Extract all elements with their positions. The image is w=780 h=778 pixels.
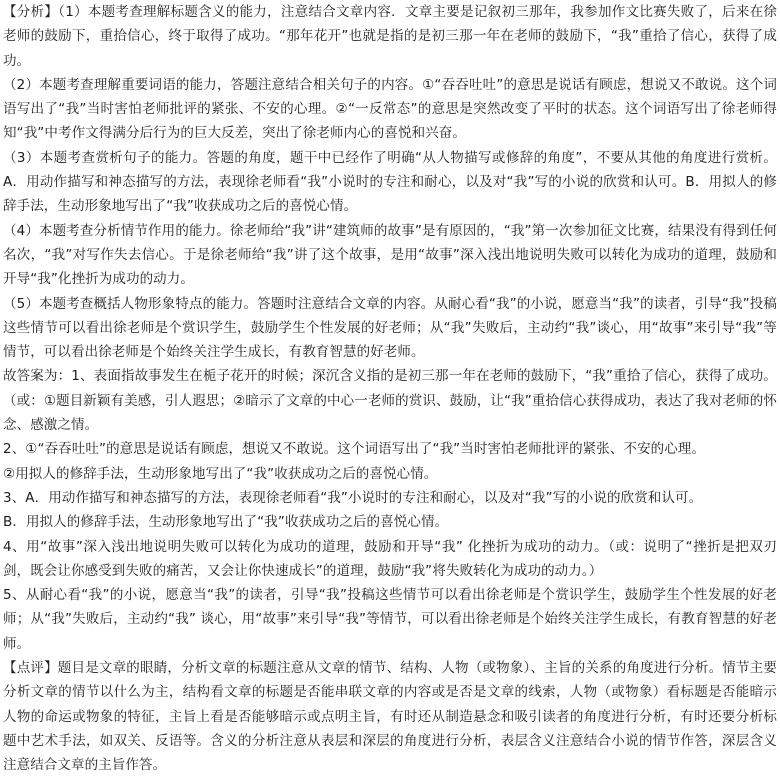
analysis-tag: 【分析】 xyxy=(3,4,59,20)
answer-3a: 3、A．用动作描写和神态描写的方法，表现徐老师看“我”小说时的专注和耐心，以及对“我”写的小说的欣赏和认可。 xyxy=(3,489,703,506)
comment-tag: 【点评】 xyxy=(3,660,58,677)
answer-1: 故答案为：1、表面指故事发生在栀子花开的时候；深沉含义指的是初三那一年在老师的鼓励下，“我”重拾了信心，获得了成功。（或：①题目新颖有美感，引人遐思；②暗示了文章的中心一老师的赏识、鼓励，让“我”重拾信心获得成功，表达了我对老师的怀念、感激之情。 xyxy=(3,368,777,434)
comment-text: 题目是文章的眼睛，分析文章的标题注意从文章的情节、结构、人物（或物象）、主旨的关系的角度进行分析。情节主要分析文章的情节以什么为主，结构看文章的标题是否能串联文章的内容或是否是文章的线索，人物（或物象）看标题是否能暗示人物的命运或物象的特征，主旨上看是否能够暗示或点明主旨，有时还从制造悬念和吸引读者的角度进行分析，有时还要分析标题中艺术手法，如双关、反语等。含义的分析注意从表层和深层的角度进行分析，表层含义注意结合小说的情节作答，深层含义注意结合文章的主旨作答。 xyxy=(3,660,777,774)
answer-document xyxy=(3,0,777,778)
analysis-part-1 xyxy=(3,0,777,73)
answer-2b: ②用拟人的修辞手法，生动形象地写出了“我”收获成功之后的喜悦心情。 xyxy=(3,465,438,482)
answer-2a: 2、①“吞吞吐吐”的意思是说话有顾虑，想说又不敢说。这个词语写出了“我”当时害怕老师批评的紧张、不安的心理。 xyxy=(3,441,706,458)
analysis-point-3: （3）本题考查赏析句子的能力。答题的角度，题干中已经作了明确“从人物描写或修辞的角度”，不要从其他的角度进行赏析。A．用动作描写和神态描写的方法，表现徐老师看“我”小说时的专注和耐心，以及对“我”写的小说的欣赏和认可。B．用拟人的修辞手法，生动形象地写出了“我”收获成功之后的喜悦心情。 xyxy=(3,149,777,215)
analysis-point-5: （5）本题考查概括人物形象特点的能力。答题时注意结合文章的内容。从耐心看“我”的小说，愿意当“我”的读者，引导“我”投稿这些情节可以看出徐老师是个赏识学生，鼓励学生个性发展的好老师；从“我”失败后，主动约“我”谈心，用“故事”来引导“我”等情节，可以看出徐老师是个始终关注学生成长，有教育智慧的好老师。 xyxy=(3,295,777,361)
analysis-point-2: （2）本题考查理解重要词语的能力，答题注意结合相关句子的内容。①“吞吞吐吐”的意思是说话有顾虑，想说又不敢说。这个词语写出了“我”当时害怕老师批评的紧张、不安的心理。②“一反常态”的意思是突然改变了平时的状态。这个词语写出了徐老师得知“我”中考作文得满分后行为的巨大反差，突出了徐老师内心的喜悦和兴奋。 xyxy=(3,76,777,142)
answer-4: 4、用“故事”深入浅出地说明失败可以转化为成功的道理，鼓励和开导“我” 化挫折为成功的动力。（或：说明了“挫折是把双刃剑，既会让你感受到失败的痛苦，又会让你快速成长”的道理，鼓励“我”将失败转化为成功的动力。） xyxy=(3,538,777,579)
answer-3b: B．用拟人的修辞手法，生动形象地写出了“我”收获成功之后的喜悦心情。 xyxy=(3,514,449,531)
comment-section xyxy=(3,656,777,777)
analysis-point-1: （1）本题考查理解标题含义的能力，注意结合文章内容．文章主要是记叙初三那年，我参加作文比赛失败了，后来在徐老师的鼓励下，重拾信心，终于取得了成功。“那年花开”也就是指的是初三那一年在老师的鼓励下，“我”重拾了信心，获得了成功。 xyxy=(3,4,777,69)
analysis-point-4: （4）本题考查分析情节作用的能力。徐老师给“我”讲“建筑师的故事”是有原因的，“我”第一次参加征文比赛，结果没有得到任何名次，“我”对写作失去信心。于是徐老师给“我”讲了这个故事，是用“故事”深入浅出地说明失败可以转化为成功的道理，鼓励和开导“我”化挫折为成功的动力。 xyxy=(3,222,777,288)
answer-5: 5、从耐心看“我”的小说，愿意当“我”的读者，引导“我”投稿这些情节可以看出徐老师是个赏识学生，鼓励学生个性发展的好老师；从“我”失败后，主动约“我” 谈心，用“故事”来引导“我”等情节，可以看出徐老师是个始终关注学生成长，有教育智慧的好老师。 xyxy=(3,587,777,652)
